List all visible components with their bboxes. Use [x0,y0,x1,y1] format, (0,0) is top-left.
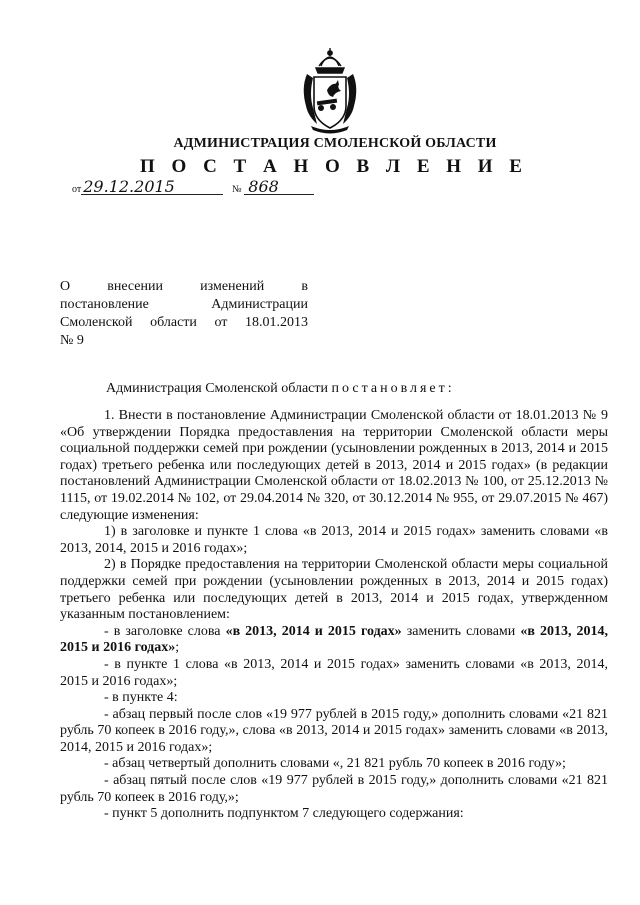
paragraph-text: ; [175,640,180,656]
paragraph: - в пункте 4: [104,690,178,706]
paragraph: 1. Внести в постановление Администрации Смоленской области от 18.01.2013 № 9 «Об утверждении Порядка предоставления на территории Смоленской области меры социальной поддержки семей при рождении (усыновлении рожденных в 2013, 2014 и 2015 годах) третьего ребенка или последующих детей в 2013, 2014 и 2015 годах» (в редакции постановлений Администрации Смоленской области от 18.02.2013 № 100, от 25.12.2013 № 1115, от 19.02.2014 № 102, от 29.04.2014 № 320, от 30.12.2014 № 955, от 29.07.2015 № 467) следующие изменения: [60,408,608,523]
enacting-subject: Администрация Смоленской области [106,381,329,396]
paragraph: - в пункте 1 слова «в 2013, 2014 и 2015 годах» заменить словами «в 2013, 2014, 2015 и 2016 годах»; [60,656,608,689]
subject-block [60,278,308,350]
paragraph: - пункт 5 дополнить подпунктом 7 следующего содержания: [104,806,464,822]
enacting-clause [106,381,455,397]
subject-line: постановление Администрации [60,297,308,312]
paragraph: - абзац четвертый дополнить словами «, 21 821 рубль 70 копеек в 2016 году»; [104,756,566,772]
organization-name: АДМИНИСТРАЦИЯ СМОЛЕНСКОЙ ОБЛАСТИ [173,136,497,151]
number-value: 868 [244,180,314,195]
paragraph: - абзац пятый после слов «19 977 рублей в 2015 году,» дополнить словами «21 821 рубль 70 копеек в 2016 году,»; [60,773,608,805]
paragraph: 2) в Порядке предоставления на территории Смоленской области меры социальной поддержки семей при рождении (усыновлении рожденных в 2013, 2014 и 2015 годах) третьего ребенка или последующих детей в 2013, 2014 и 2015 годах, утвержденном указанным постановлением: [60,557,608,623]
subject-line: Смоленской области от 18.01.2013 [60,315,308,330]
document-body [60,408,608,823]
document-type: П О С Т А Н О В Л Е Н И Е [140,156,528,177]
paragraph-text: - в заголовке слова [104,623,221,639]
paragraph: - абзац первый после слов «19 977 рублей в 2015 году,» дополнить словами «21 821 рубль 70 копеек в 2016 году,», слова «в 2013, 2014 и 2015 годах» заменить словами «в 2013, 2014, 2015 и 2016 годах»; [60,706,608,755]
subject-line: О внесении изменений в [60,279,308,294]
subject-line: № 9 [60,333,84,348]
paragraph: 1) в заголовке и пункте 1 слова «в 2013, 2014 и 2015 годах» заменить словами «в 2013, 2014, 2015 и 2016 годах»; [60,524,608,556]
bold-phrase: «в 2013, 2014, 2015 и 2016 годах» [60,623,609,656]
date-label: от [72,184,82,195]
coat-of-arms-emblem [297,44,363,134]
date-value: 29.12.2015 [81,180,223,195]
number-label: № [232,184,242,195]
date-number-line [72,177,314,196]
bold-phrase: «в 2013, 2014 и 2015 годах» [225,623,402,639]
paragraph-text: заменить словами [406,623,516,639]
paragraph [60,624,608,657]
enacting-verb: постановляет: [331,381,455,396]
